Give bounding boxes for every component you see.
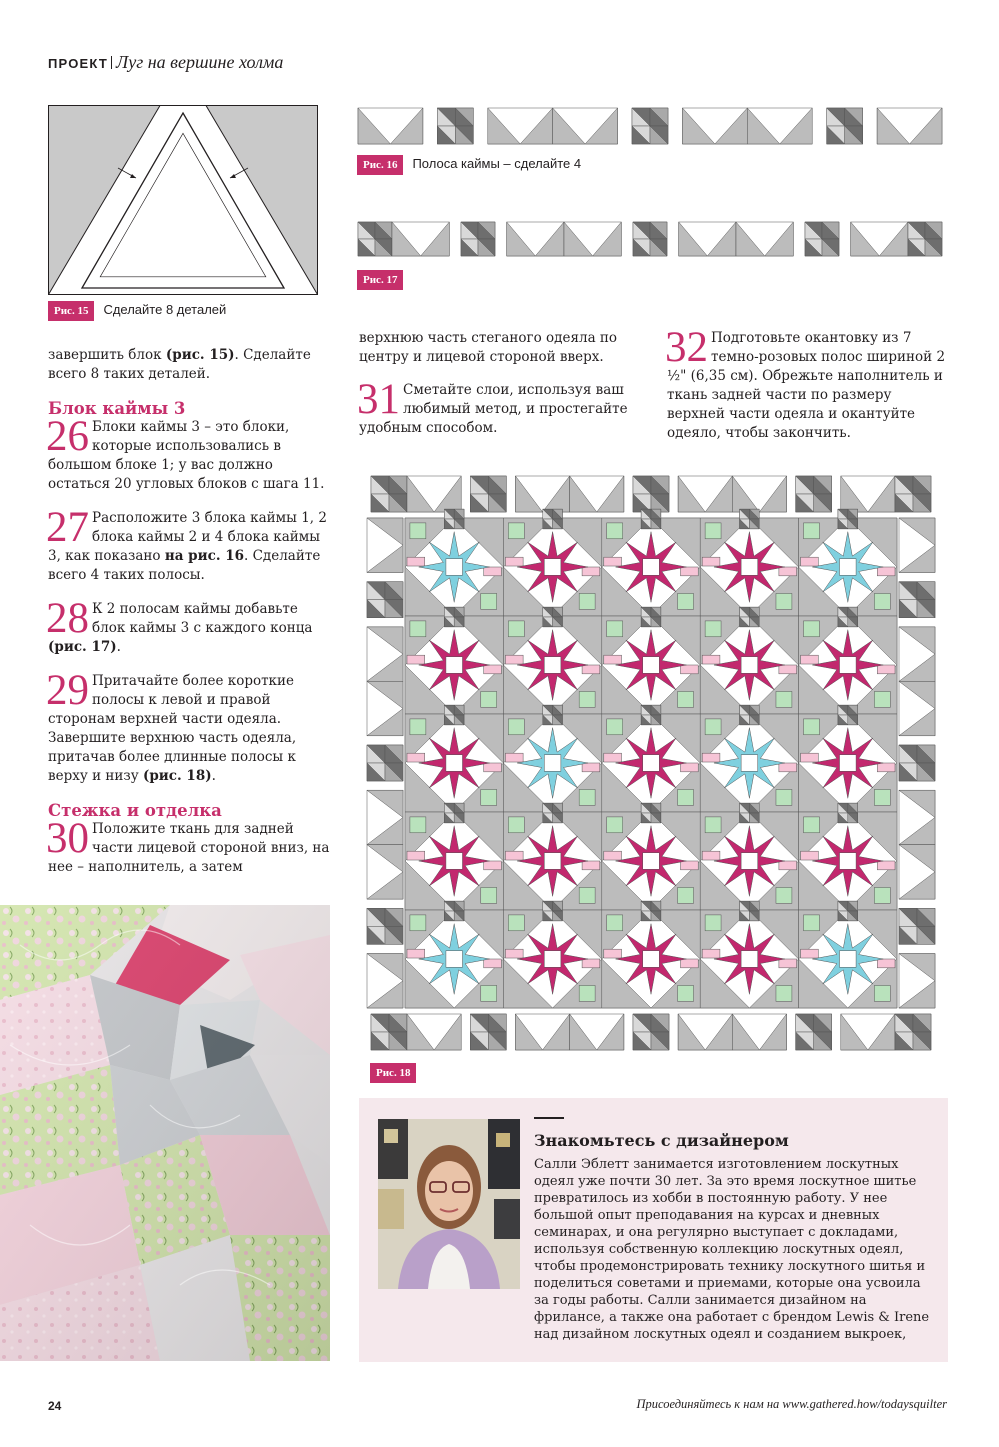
star-center <box>840 755 857 772</box>
star-center <box>840 657 857 674</box>
pink-rect <box>680 665 698 674</box>
green-square <box>481 789 497 805</box>
pink-rect <box>484 665 502 674</box>
green-square <box>678 789 694 805</box>
green-square <box>579 887 595 903</box>
star-center <box>446 755 463 772</box>
green-square <box>804 523 820 539</box>
pink-rect <box>779 567 797 576</box>
green-square <box>607 523 623 539</box>
figure-15-diagram <box>48 105 318 295</box>
designer-text: Салли Эблетт занимается изготовлением лоскутных одеял уже почти 30 лет. За это время лоскутное шитье превратилось из хобби в постоянную работу. У нее большой опыт преподавания на курсах и дневных семинарах, и она регулярно выступает с докладами, используя собственную коллекцию лоскутных одеял, чтобы продемонстрировать технику лоскутного шитья и поделиться советами и приемами, которые она усвоила <box>534 1157 926 1291</box>
star-center <box>840 951 857 968</box>
green-square <box>410 523 426 539</box>
header-divider <box>111 56 112 69</box>
green-square <box>481 691 497 707</box>
green-square <box>481 985 497 1001</box>
green-square <box>874 887 890 903</box>
pink-rect <box>484 959 502 968</box>
page-number: 24 <box>48 1399 62 1413</box>
green-square <box>607 915 623 931</box>
figure-18-quilt-diagram <box>357 470 945 1056</box>
green-square <box>874 593 890 609</box>
green-square <box>874 789 890 805</box>
green-square <box>776 593 792 609</box>
figure-17-border-strip <box>357 220 943 258</box>
green-square <box>607 621 623 637</box>
pink-rect <box>702 655 720 664</box>
green-square <box>508 915 524 931</box>
green-square <box>678 985 694 1001</box>
pink-rect <box>582 763 600 772</box>
figure-17-label: Рис. 17 <box>357 270 403 290</box>
heading-border-block-3: Блок каймы 3 <box>48 399 186 418</box>
step-number: 26 <box>46 413 89 460</box>
right-column <box>665 324 950 443</box>
pink-rect <box>801 557 819 566</box>
green-square <box>579 593 595 609</box>
pink-rect <box>779 959 797 968</box>
figure-18-caption <box>370 1061 416 1083</box>
green-square <box>776 789 792 805</box>
step-29 <box>46 667 331 786</box>
green-square <box>804 915 820 931</box>
green-square <box>579 789 595 805</box>
step-26 <box>46 413 331 494</box>
green-square <box>678 691 694 707</box>
green-square <box>705 523 721 539</box>
green-square <box>410 621 426 637</box>
green-square <box>874 691 890 707</box>
left-column <box>48 346 331 877</box>
star-center <box>643 755 660 772</box>
step-30 <box>46 815 331 877</box>
pink-rect <box>505 949 523 958</box>
step-text-end: . Сделайте всего 4 таких полосы. <box>48 548 321 583</box>
step-text: Блоки каймы 3 – это блоки, которые использовались в большом блоке 1; у вас должно остаться 20 угловых блоков с шага 11. <box>48 419 325 492</box>
star-center <box>741 755 758 772</box>
green-square <box>804 719 820 735</box>
star-center <box>544 657 561 674</box>
figure-16-text: Полоса каймы – сделайте 4 <box>412 156 582 171</box>
intro-ref: (рис. 15) <box>165 347 235 363</box>
pink-rect <box>801 655 819 664</box>
green-square <box>874 985 890 1001</box>
intro-text-end: . Сделайте всего 8 таких деталей. <box>48 347 311 382</box>
star-center <box>643 657 660 674</box>
step-text: Подготовьте окантовку из 7 темно-розовых полос шириной 2 ½" (6,35 см). Обрежьте наполнитель и ткань задней части по размеру верхней части одеяла и окантуйте одеяло, чтобы закончить. <box>667 330 946 441</box>
designer-portrait <box>378 1119 520 1289</box>
pink-rect <box>604 949 622 958</box>
step-28 <box>46 595 331 657</box>
designer-heading: Знакомьтесь с дизайнером <box>534 1131 789 1150</box>
pink-rect <box>801 851 819 860</box>
step-number: 30 <box>46 815 89 862</box>
step-30-continued: верхнюю часть стеганого одеяла по центру и лицевой стороной вверх. <box>359 330 618 365</box>
pink-rect <box>582 567 600 576</box>
green-square <box>508 817 524 833</box>
pink-rect <box>680 763 698 772</box>
star-center <box>741 853 758 870</box>
pink-rect <box>702 949 720 958</box>
figure-15-label: Рис. 15 <box>48 301 94 321</box>
pink-rect <box>604 557 622 566</box>
pink-rect <box>582 959 600 968</box>
step-text: Сметайте слои, используя ваш любимый метод, и простегайте удобным способом. <box>359 382 628 436</box>
star-center <box>446 853 463 870</box>
pink-rect <box>779 665 797 674</box>
page-title: Луг на вершине холма <box>116 52 284 72</box>
pink-rect <box>505 655 523 664</box>
step-text: Положите ткань для задней части лицевой стороной вниз, на нее – наполнитель, а затем <box>48 821 330 875</box>
intro-paragraph <box>48 346 331 384</box>
green-square <box>579 985 595 1001</box>
section-label: ПРОЕКТ <box>48 56 109 71</box>
green-square <box>705 817 721 833</box>
footer-note: Присоединяйтесь к нам на www.gathered.how/todaysquilter <box>636 1397 947 1411</box>
step-text-end: . <box>211 768 216 784</box>
step-number: 31 <box>357 376 400 423</box>
star-center <box>446 657 463 674</box>
figure-16-label: Рис. 16 <box>357 155 403 175</box>
step-ref: (рис. 18) <box>142 768 212 784</box>
star-center <box>544 853 561 870</box>
pink-rect <box>505 753 523 762</box>
green-square <box>804 817 820 833</box>
pink-rect <box>407 655 425 664</box>
pink-rect <box>877 959 895 968</box>
step-31 <box>357 376 644 438</box>
pink-rect <box>877 665 895 674</box>
green-square <box>804 621 820 637</box>
step-32 <box>665 324 950 443</box>
pink-rect <box>582 861 600 870</box>
pink-rect <box>407 753 425 762</box>
star-center <box>643 559 660 576</box>
green-square <box>607 719 623 735</box>
pink-rect <box>582 665 600 674</box>
star-center <box>741 657 758 674</box>
star-center <box>840 559 857 576</box>
pink-rect <box>484 861 502 870</box>
designer-text-bottom <box>378 1291 936 1342</box>
green-square <box>776 887 792 903</box>
step-text: К 2 полосам каймы добавьте блок каймы 3 с каждого конца <box>92 601 313 636</box>
pink-rect <box>779 763 797 772</box>
green-square <box>607 817 623 833</box>
green-square <box>508 719 524 735</box>
step-ref: (рис. 17) <box>48 639 117 655</box>
green-square <box>776 691 792 707</box>
figure-16-caption <box>357 153 581 175</box>
green-square <box>776 985 792 1001</box>
designer-divider <box>534 1117 564 1119</box>
pink-rect <box>801 949 819 958</box>
pink-rect <box>407 851 425 860</box>
figure-16-border-strip <box>357 105 943 147</box>
pink-rect <box>484 567 502 576</box>
green-square <box>481 887 497 903</box>
pink-rect <box>702 557 720 566</box>
pink-rect <box>680 861 698 870</box>
pink-rect <box>407 949 425 958</box>
step-number: 28 <box>46 595 89 642</box>
star-center <box>544 951 561 968</box>
green-square <box>705 621 721 637</box>
figure-18-label: Рис. 18 <box>370 1063 416 1083</box>
page-header <box>48 52 283 73</box>
green-square <box>705 719 721 735</box>
step-27 <box>46 504 331 585</box>
step-number: 27 <box>46 504 89 551</box>
designer-text-top <box>534 1156 936 1291</box>
pink-rect <box>604 851 622 860</box>
green-square <box>410 817 426 833</box>
figure-15-text: Сделайте 8 деталей <box>103 302 227 317</box>
star-center <box>446 559 463 576</box>
pink-rect <box>604 753 622 762</box>
designer-text-overflow: за годы работы. Салли занимается дизайном на фрилансе, а также она работает с брендом Lewis & Irene над дизайном лоскутных одеял и созданием выкроек, <box>534 1293 930 1342</box>
pink-rect <box>779 861 797 870</box>
pink-rect <box>505 851 523 860</box>
step-number: 32 <box>665 324 708 371</box>
quilt-detail-photo <box>0 905 330 1361</box>
intro-text: завершить блок <box>48 347 166 363</box>
green-square <box>508 621 524 637</box>
pink-rect <box>484 763 502 772</box>
star-center <box>643 951 660 968</box>
green-square <box>678 593 694 609</box>
green-square <box>481 593 497 609</box>
heading-quilting-finishing: Стежка и отделка <box>48 801 222 820</box>
green-square <box>579 691 595 707</box>
pink-rect <box>877 763 895 772</box>
star-center <box>741 951 758 968</box>
middle-column <box>359 329 644 438</box>
star-center <box>544 559 561 576</box>
step-number: 29 <box>46 667 89 714</box>
pink-rect <box>680 959 698 968</box>
pink-rect <box>505 557 523 566</box>
star-center <box>446 951 463 968</box>
star-center <box>840 853 857 870</box>
step-ref: на рис. 16 <box>164 548 245 564</box>
green-square <box>410 915 426 931</box>
pink-rect <box>604 655 622 664</box>
step-text: Притачайте более короткие полосы к левой и правой сторонам верхней части одеяла. Завершите верхнюю часть одеяла, притачав более длинные полосы к верху и низу <box>48 673 297 784</box>
green-square <box>678 887 694 903</box>
star-center <box>741 559 758 576</box>
figure-15-caption <box>48 299 226 321</box>
green-square <box>508 523 524 539</box>
pink-rect <box>407 557 425 566</box>
figure-17-caption <box>357 268 403 290</box>
pink-rect <box>877 861 895 870</box>
pink-rect <box>680 567 698 576</box>
green-square <box>705 915 721 931</box>
pink-rect <box>702 851 720 860</box>
star-center <box>643 853 660 870</box>
star-center <box>544 755 561 772</box>
green-square <box>410 719 426 735</box>
step-text-end: . <box>116 639 121 655</box>
pink-rect <box>877 567 895 576</box>
step-text: Расположите 3 блока каймы 1, 2 блока каймы 2 и 4 блока каймы 3, как показано <box>48 510 327 564</box>
pink-rect <box>702 753 720 762</box>
pink-rect <box>801 753 819 762</box>
